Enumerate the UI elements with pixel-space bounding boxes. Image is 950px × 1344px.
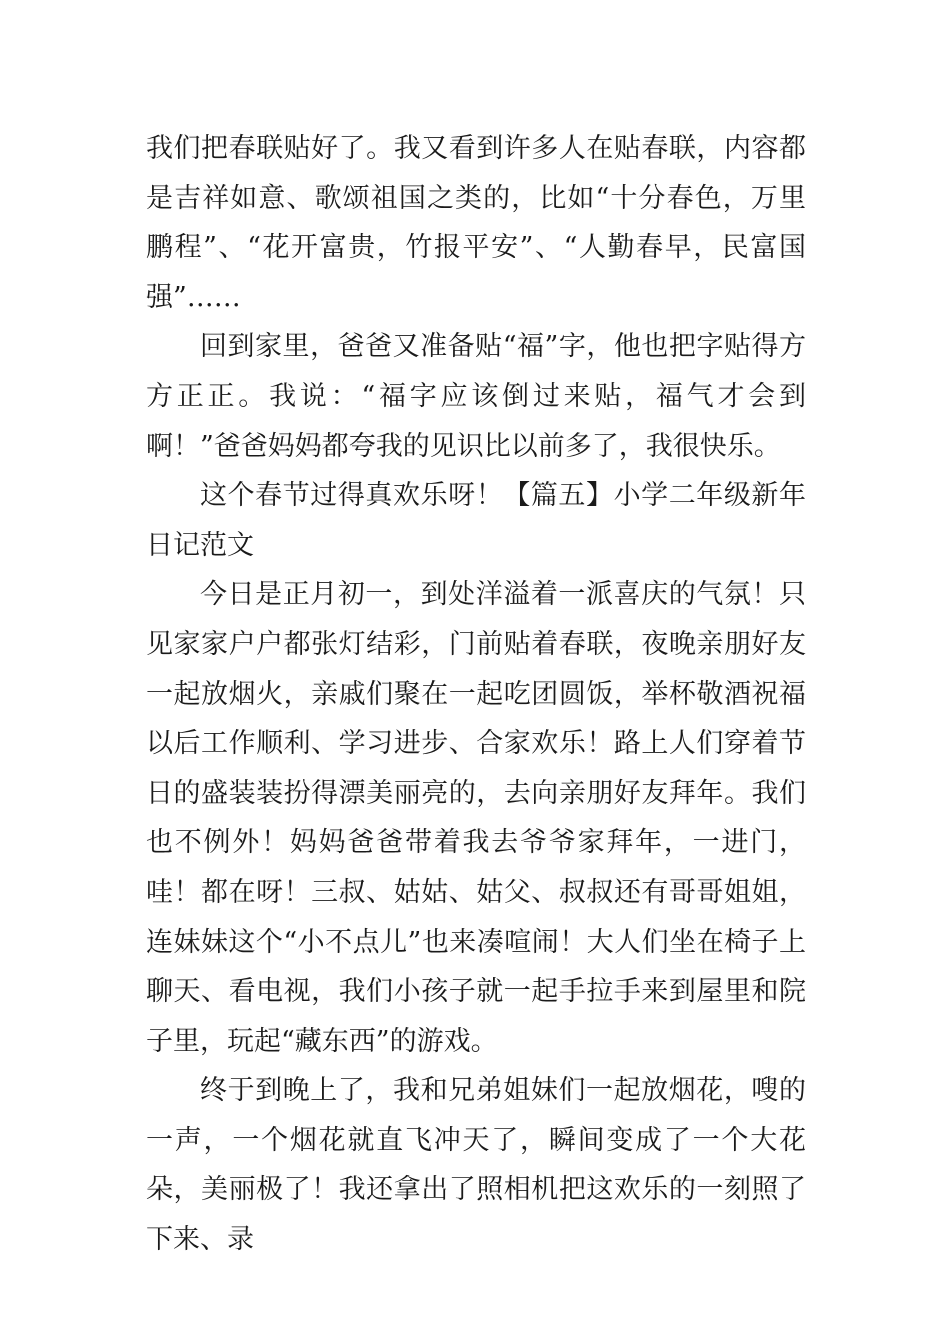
paragraph-2: 回到家里，爸爸又准备贴“福”字，他也把字贴得方方正正。我说：“福字应该倒过来贴，福气才会到啊！”爸爸妈妈都夸我的见识比以前多了，我很快乐。 (146, 331, 806, 462)
paragraph-3: 这个春节过得真欢乐呀！【篇五】小学二年级新年日记范文 (146, 480, 806, 561)
document-body (146, 124, 806, 1265)
paragraph-1: 我们把春联贴好了。我又看到许多人在贴春联，内容都是吉祥如意、歌颂祖国之类的，比如“十分春色，万里鹏程”、“花开富贵，竹报平安”、“人勤春早，民富国强”…… (146, 133, 806, 313)
paragraph-5: 终于到晚上了，我和兄弟姐妹们一起放烟花，嗖的一声，一个烟花就直飞冲天了，瞬间变成了一个大花朵，美丽极了！我还拿出了照相机把这欢乐的一刻照了下来、录 (146, 1075, 806, 1256)
paragraph-4: 今日是正月初一，到处洋溢着一派喜庆的气氛！只见家家户户都张灯结彩，门前贴着春联，夜晚亲朋好友一起放烟火，亲戚们聚在一起吃团圆饭，举杯敬酒祝福以后工作顺利、学习进步、合家欢乐！路上人们穿着节日的盛装装扮得漂美丽亮的，去向亲朋好友拜年。我们也不例外！妈妈爸爸带着我去爷爷家拜年，一进门，哇！都在呀！三叔、姑姑、姑父、叔叔还有哥哥姐姐，连妹妹这个“小不点儿”也来凑喧闹！大人们坐在椅子上聊天、看电视，我们小孩子就一起手拉手来到屋里和院子里，玩起“藏东西”的游戏。 (146, 579, 806, 1057)
